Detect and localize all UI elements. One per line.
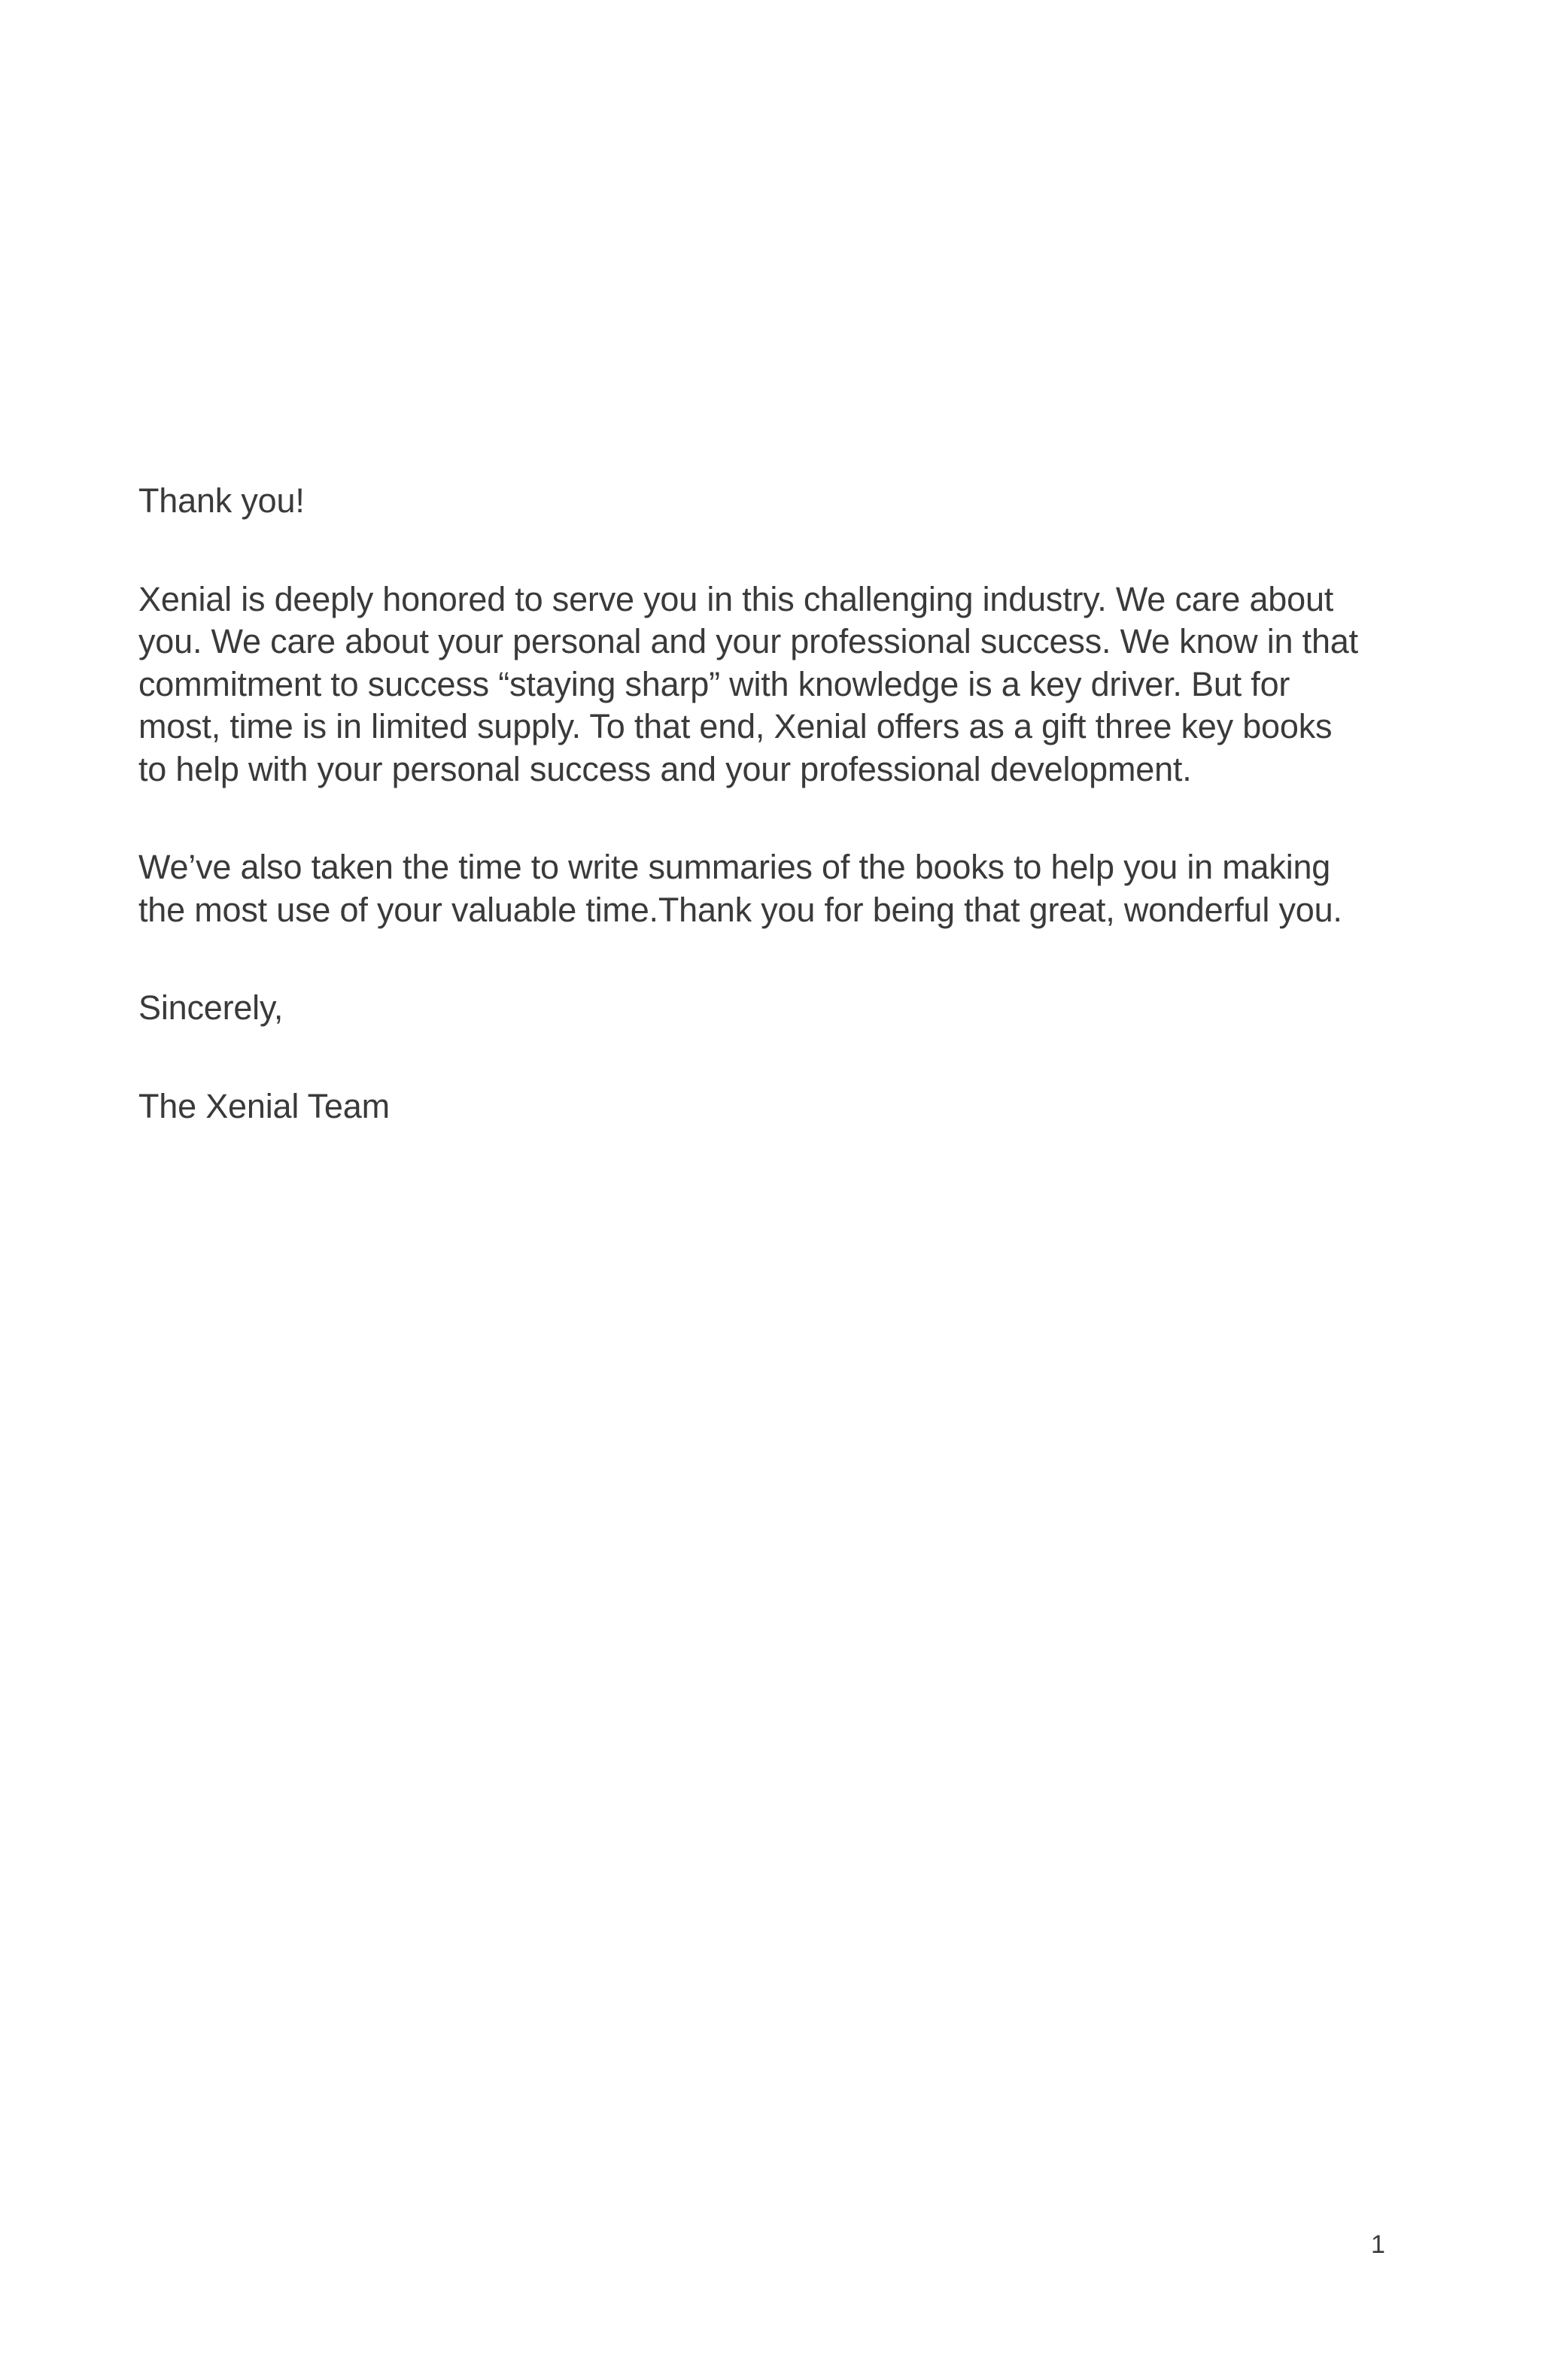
paragraph-line: most, time is in limited supply. To that end, Xenial offers as a gift three key books <box>138 707 1333 745</box>
paragraph-line: the most use of your valuable time.Thank you for being that great, wonderful you. <box>138 890 1342 929</box>
paragraph-1 <box>138 578 1418 791</box>
paragraph-line: Xenial is deeply honored to serve you in this challenging industry. We care about <box>138 579 1334 618</box>
paragraph-line: We’ve also taken the time to write summaries of the books to help you in making <box>138 848 1331 886</box>
signature: The Xenial Team <box>138 1086 390 1125</box>
page-number: 1 <box>1371 2230 1385 2259</box>
paragraph-line: commitment to success “staying sharp” with knowledge is a key driver. But for <box>138 664 1290 703</box>
paragraph-2 <box>138 846 1418 931</box>
paragraph-line: to help with your personal success and your professional development. <box>138 749 1192 788</box>
letter-body <box>138 480 1418 1128</box>
paragraph-line: you. We care about your personal and your professional success. We know in that <box>138 622 1358 660</box>
greeting: Thank you! <box>138 481 305 520</box>
closing: Sincerely, <box>138 988 284 1027</box>
